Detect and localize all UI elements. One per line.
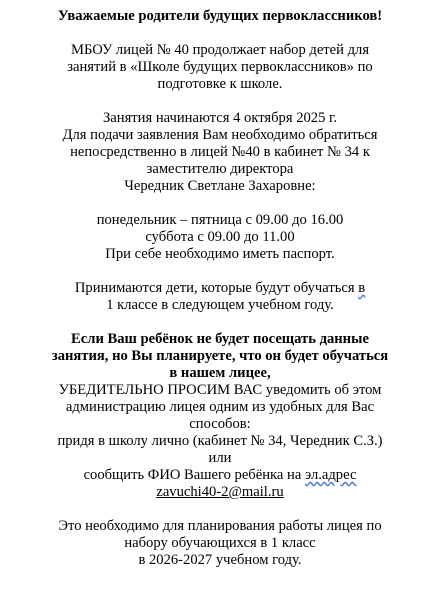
email-line	[10, 484, 430, 501]
intro-line-2: занятий в «Школе будущих первоклассников» по	[67, 59, 373, 75]
spacer	[10, 195, 430, 212]
warning-line-2: занятия, но Вы планируете, что он будет обучаться	[51, 348, 389, 364]
closing-line-3: в 2026-2027 учебном году.	[138, 552, 302, 568]
request-option-visit: придя в школу лично (кабинет № 34, Чередник С.З.)	[57, 433, 383, 449]
closing-line-1: Это необходимо для планирования работы лицея по	[58, 518, 382, 534]
warning-line-1: Если Ваш ребёнок не будет посещать данные	[71, 331, 369, 347]
passport-note: При себе необходимо иметь паспорт.	[105, 246, 335, 262]
intro-line-3: подготовке к школе.	[157, 76, 283, 92]
spellcheck-mark: в	[358, 280, 366, 296]
request-line-1: УБЕДИТЕЛЬНО ПРОСИМ ВАС уведомить об этом	[58, 382, 382, 398]
spellcheck-mark: эл.адрес	[304, 467, 357, 483]
application-line-3: заместителю директора	[146, 161, 294, 177]
spacer	[10, 263, 430, 280]
accept-line-1	[10, 280, 430, 297]
accept-line-2: 1 классе в следующем учебном году.	[106, 297, 334, 313]
contact-person: Чередник Светлане Захаровне:	[124, 178, 316, 194]
schedule-saturday: суббота с 09.00 до 11.00	[145, 229, 295, 245]
request-line-2: администрацию лицея одним из удобных для Вас	[65, 399, 375, 415]
spacer	[10, 314, 430, 331]
email-line-text: сообщить ФИО Вашего ребёнка на	[83, 467, 305, 483]
email-link[interactable]: zavuchi40-2@mail.ru	[156, 484, 284, 500]
spacer	[10, 93, 430, 110]
warning-line-3: в нашем лицее,	[169, 365, 271, 381]
request-option-email	[10, 467, 430, 484]
request-or: или	[208, 450, 232, 466]
closing-line-2: набору обучающихся в 1 класс	[124, 535, 316, 551]
spacer	[10, 501, 430, 518]
spacer	[10, 25, 430, 42]
accept-line-1-text: Принимаются дети, которые будут обучаться	[74, 280, 359, 296]
intro-line-1: МБОУ лицей № 40 продолжает набор детей для	[70, 42, 370, 58]
request-line-3: способов:	[189, 416, 251, 432]
start-date-line: Занятия начинаются 4 октября 2025 г.	[102, 110, 338, 126]
application-line-2: непосредственно в лицей №40 в кабинет № 34 к	[70, 144, 370, 160]
schedule-weekdays: понедельник – пятница с 09.00 до 16.00	[96, 212, 344, 228]
application-line-1: Для подачи заявления Вам необходимо обратиться	[62, 127, 378, 143]
notice-title: Уважаемые родители будущих первоклассников!	[57, 8, 383, 24]
